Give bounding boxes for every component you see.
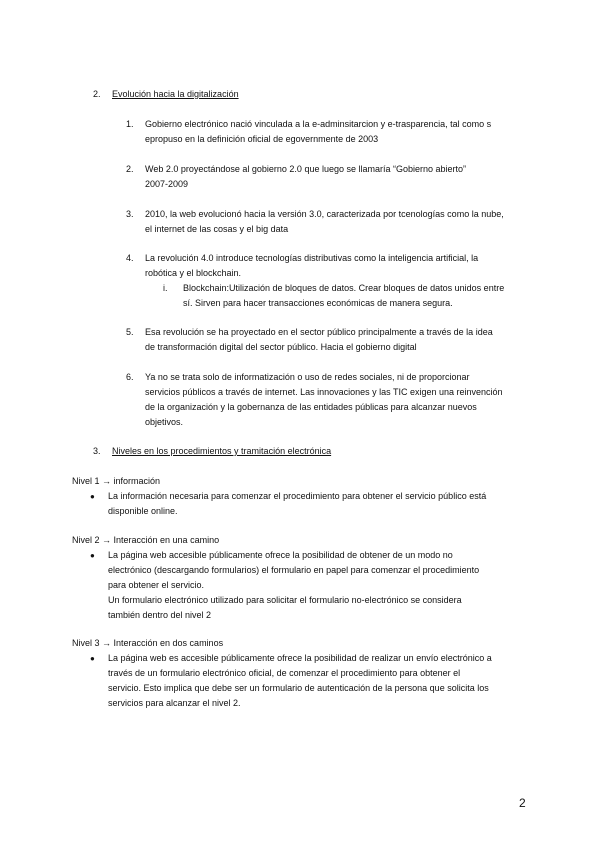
bullet-line: servicio. Esto implica que debe ser un formulario de autenticación de la persona que solicita los <box>108 683 489 693</box>
bullet-line: para obtener el servicio. <box>108 580 205 590</box>
list-item <box>126 207 546 237</box>
list-item <box>126 325 546 355</box>
bullet-line: La página web accesible públicamente ofrece la posibilidad de obtener de un modo no <box>108 550 453 560</box>
bullet-line: disponible online. <box>108 506 178 516</box>
bullet-icon: ● <box>90 551 95 560</box>
sub-item-line: Blockchain:Utilización de bloques de datos. Crear bloques de datos unidos entre <box>183 283 505 293</box>
section-title: Evolución hacia la digitalización <box>112 89 239 99</box>
item-line: robótica y el blockchain. <box>145 268 242 278</box>
section-number: 2. <box>93 89 101 99</box>
list-item <box>126 370 546 430</box>
item-line: 2010, la web evolucionó hacia la versión 3.0, caracterizada por tcenologías como la nube, <box>145 209 504 219</box>
level-3-title: Nivel 3 → Interacción en dos caminos <box>72 638 224 648</box>
item-line: Web 2.0 proyectándose al gobierno 2.0 que luego se llamaría “Gobierno abierto” <box>145 164 467 174</box>
list-item <box>126 117 546 147</box>
level-2-title: Nivel 2 → Interacción en una camino <box>72 535 220 545</box>
item-number: 1. <box>126 119 134 129</box>
item-number: 5. <box>126 327 134 337</box>
bullet-line: electrónico (descargando formularios) el formulario en papel para comenzar el procedimiento <box>108 565 480 575</box>
section-title: Niveles en los procedimientos y tramitación electrónica <box>112 446 332 456</box>
sub-item-line: sí. Sirven para hacer transacciones económicas de manera segura. <box>183 298 453 308</box>
item-line: de la organización y la gobernanza de las entidades públicas para alcanzar nuevos <box>145 402 477 412</box>
page-number: 2 <box>519 796 526 810</box>
item-line: de transformación digital del sector público. Hacia el gobierno digital <box>145 342 417 352</box>
section-number: 3. <box>93 446 101 456</box>
sub-list-item <box>163 281 543 311</box>
section-3-heading <box>93 444 513 459</box>
item-number: 2. <box>126 164 134 174</box>
item-line: el internet de las cosas y el big data <box>145 224 289 234</box>
bullet-item <box>90 489 530 519</box>
bullet-item <box>90 651 530 711</box>
item-number: 3. <box>126 209 134 219</box>
bullet-line: La página web es accesible públicamente ofrece la posibilidad de realizar un envío electrónico a <box>108 653 492 663</box>
item-line: Gobierno electrónico nació vinculada a la e-adminsitarcion y e-trasparencia, tal como s <box>145 119 492 129</box>
item-line: servicios públicos a través de internet. Las innovaciones y las TIC exigen una reinvención <box>145 387 503 397</box>
bullet-line: través de un formulario electrónico oficial, de comenzar el procedimiento para obtener el <box>108 668 461 678</box>
item-number: 4. <box>126 253 134 263</box>
item-line: Esa revolución se ha proyectado en el sector público principalmente a través de la idea <box>145 327 493 337</box>
sub-item-number: i. <box>163 283 168 293</box>
item-line: Ya no se trata solo de informatización o uso de redes sociales, ni de proporcionar <box>145 372 470 382</box>
item-line: objetivos. <box>145 417 184 427</box>
item-line: epropuso en la definición oficial de egovernmente de 2003 <box>145 134 379 144</box>
section-2-heading <box>93 87 513 102</box>
bullet-line: Un formulario electrónico utilizado para solicitar el formulario no-electrónico se considera <box>108 595 462 605</box>
bullet-line: La información necesaria para comenzar el procedimiento para obtener el servicio público está <box>108 491 487 501</box>
item-line: La revolución 4.0 introduce tecnologías distributivas como la inteligencia artificial, la <box>145 253 479 263</box>
bullet-icon: ● <box>90 654 95 663</box>
bullet-icon: ● <box>90 492 95 501</box>
level-1-title: Nivel 1 → información <box>72 476 161 486</box>
bullet-line: también dentro del nivel 2 <box>108 610 212 620</box>
item-line: 2007-2009 <box>145 179 189 189</box>
list-item <box>126 162 546 192</box>
item-number: 6. <box>126 372 134 382</box>
bullet-item <box>90 548 530 623</box>
bullet-line: servicios para alcanzar el nivel 2. <box>108 698 241 708</box>
